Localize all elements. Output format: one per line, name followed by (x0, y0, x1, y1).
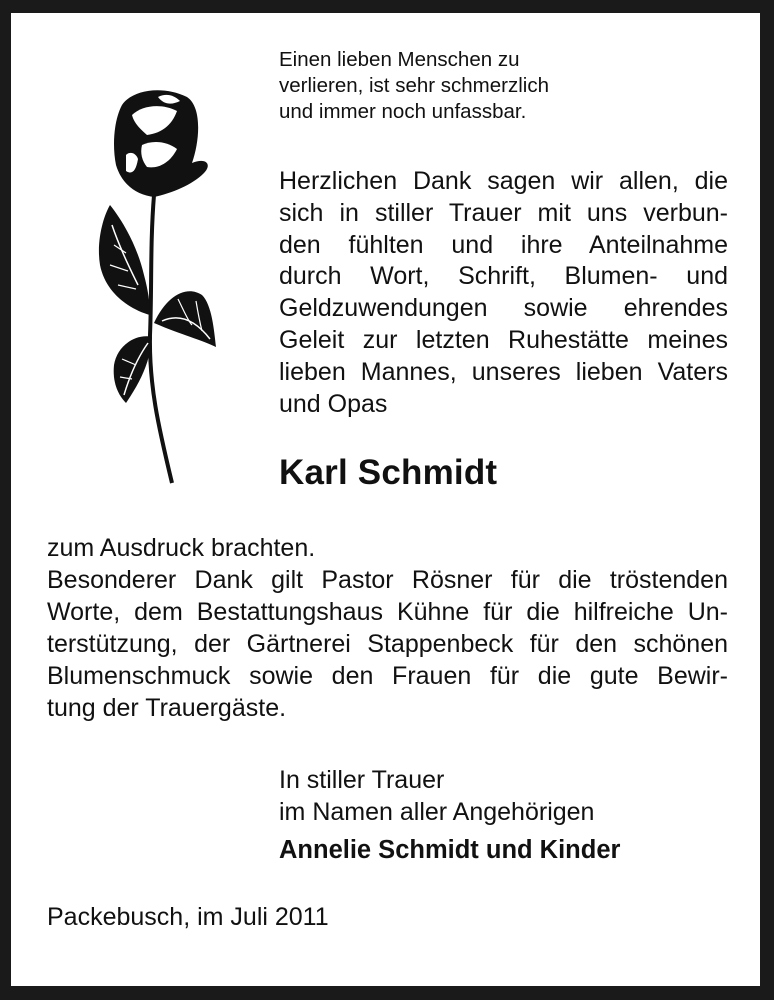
thanks-line: den fühlten und ihre Anteilnahme (279, 230, 728, 259)
closing-line: terstützung, der Gärtnerei Stappenbeck für den schönen (47, 630, 728, 658)
motto-line: Einen lieben Menschen zu (279, 48, 520, 71)
signature-line: In stiller Trauer (279, 766, 445, 794)
closing-paragraph (47, 532, 728, 724)
signature-line: im Namen aller Angehörigen (279, 798, 595, 826)
deceased-name: Karl Schmidt (279, 453, 498, 492)
rose-illustration (92, 85, 222, 485)
place-date: Packebusch, im Juli 2011 (47, 903, 329, 931)
closing-line: Besonderer Dank gilt Pastor Rösner für die tröstenden (47, 566, 728, 594)
thanks-line: lieben Mannes, unseres lieben Vaters (279, 357, 728, 386)
thanks-line: Herzlichen Dank sagen wir allen, die (279, 167, 728, 195)
thanks-line: Geleit zur letzten Ruhestätte meines (279, 325, 728, 354)
signer-name: Annelie Schmidt und Kinder (279, 836, 621, 864)
motto-line: und immer noch unfassbar. (279, 100, 527, 123)
thanks-line: durch Wort, Schrift, Blumen- und (279, 262, 728, 291)
thanks-line: sich in stiller Trauer mit uns verbun- (279, 198, 728, 227)
thanks-paragraph (279, 166, 728, 420)
thanks-line: und Opas (279, 389, 388, 418)
thanks-line: Geldzuwendungen sowie ehrendes (279, 294, 728, 323)
signature-block (279, 764, 594, 828)
closing-line: zum Ausdruck brachten. (47, 534, 316, 562)
closing-line: tung der Trauergäste. (47, 694, 287, 722)
motto-verse (279, 47, 679, 125)
closing-line: Blumenschmuck sowie den Frauen für die gute Bewir- (47, 662, 728, 690)
motto-line: verlieren, ist sehr schmerzlich (279, 74, 549, 97)
closing-line: Worte, dem Bestattungshaus Kühne für die hilfreiche Un- (47, 598, 728, 626)
